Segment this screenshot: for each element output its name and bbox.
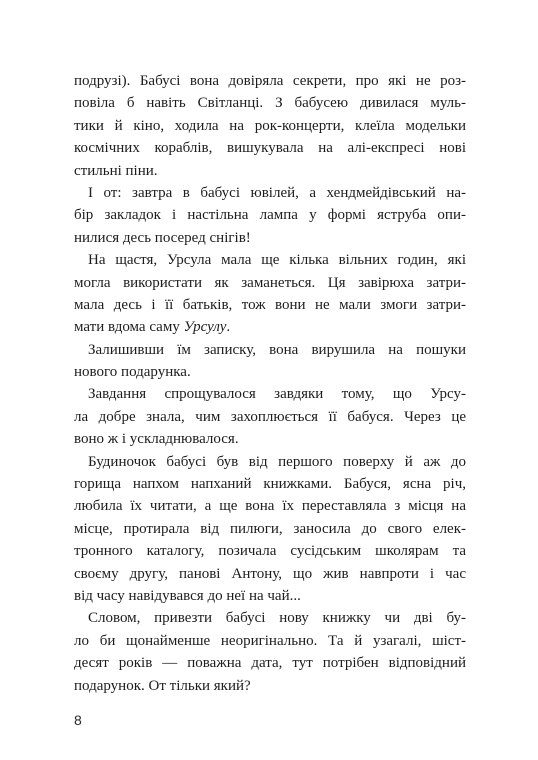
paragraph (74, 182, 466, 249)
text-line: подарунок. От тільки який? (74, 677, 251, 694)
text-line: тронного каталогу, позичала сусідським школярам та (74, 543, 466, 560)
text-line: стильні піни. (74, 162, 158, 179)
text-line: своєму другу, панові Антону, що жив навпроти і час (74, 565, 466, 582)
text-line: любила їх читати, а ще вона їх переставляла з місця на (74, 498, 466, 515)
text-line: воно ж і ускладнювалося. (74, 431, 239, 448)
text-line: нилися десь посеред снігів! (74, 229, 251, 246)
paragraph (74, 249, 466, 339)
text-line: від часу навідувався до неї на чай... (74, 587, 301, 604)
text-line: десят років — поважна дата, тут потрібен відповідний (74, 655, 466, 672)
paragraph (74, 451, 466, 608)
text-line: ло би щонайменше неоригінально. Та й узагалі, шіст- (74, 632, 466, 649)
page-number: 8 (74, 712, 82, 728)
page-text (74, 70, 466, 697)
paragraph (74, 383, 466, 450)
text-line: І от: завтра в бабусі ювілей, а хендмейдівський на- (88, 184, 466, 201)
text-line: Словом, привезти бабусі нову книжку чи дві бу- (88, 610, 466, 627)
text-line: Залишивши їм записку, вона вирушила на пошуки (88, 341, 466, 358)
text-line: тики й кіно, ходила на рок-концерти, клеїла модельки (74, 117, 466, 134)
text-line: мала десь і її батьків, тож вони не мали змоги затри- (74, 296, 466, 313)
paragraph (74, 339, 466, 384)
text-line: місце, протирала від пилюги, заносила до свого елек- (74, 520, 466, 537)
paragraph (74, 607, 466, 697)
paragraph (74, 70, 466, 182)
text-line: подрузі). Бабусі вона довіряла секрети, про які не роз- (74, 73, 466, 89)
text-line: повіла б навіть Світланці. З бабусею дивилася муль- (74, 95, 466, 112)
text-line: могла використати як заманеться. Ця завірюха затри- (74, 274, 466, 291)
text-line: космічних кораблів, вишукувала на алі-експресі нові (74, 140, 466, 157)
text-line: Будиночок бабусі був від першого поверху й аж до (88, 453, 466, 470)
text-line: ла добре знала, чим захоплюється її бабуся. Через це (74, 408, 466, 425)
book-page (74, 70, 466, 730)
text-line: На щастя, Урсула мала ще кілька вільних годин, які (88, 252, 466, 269)
text-line: горища напхом напханий книжками. Бабуся, ясна річ, (74, 476, 466, 493)
text-line: нового подарунка. (74, 364, 191, 381)
text-line: мати вдома саму Урсулу. (74, 319, 231, 336)
text-line: бір закладок і настільна лампа у формі яструба опи- (74, 207, 466, 224)
text-line: Завдання спрощувалося завдяки тому, що Урсу- (88, 386, 466, 403)
